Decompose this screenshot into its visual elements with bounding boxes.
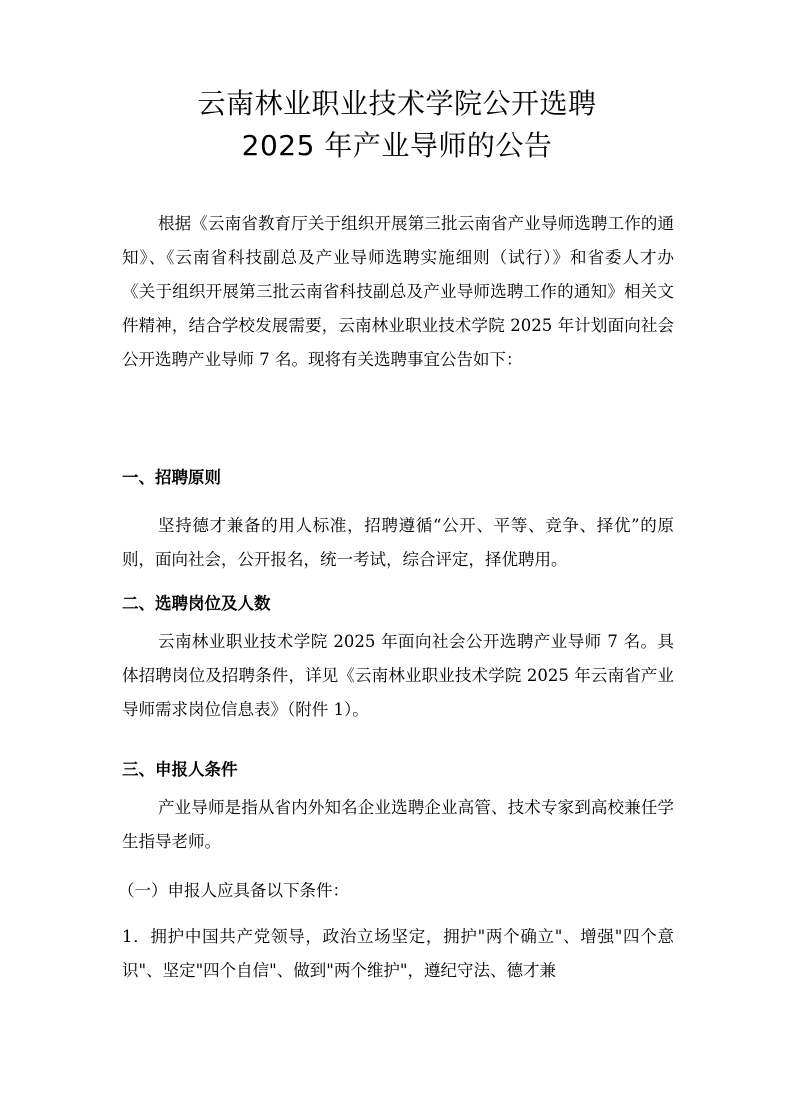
- document-title-line-2: 2025 年产业导师的公告: [241, 129, 553, 162]
- subsection-heading-requirements: （一）申报人应具备以下条件：: [118, 881, 349, 900]
- positions-paragraph: 云南林业职业技术学院 2025 年面向社会公开选聘产业导师 7 名。具体招聘岗位及招聘条件，详见《云南林业职业技术学院 2025 年云南省产业导师需求岗位信息表》（附件 1）。: [122, 632, 674, 719]
- section-heading-recruitment-principles: 一、招聘原则: [122, 468, 221, 487]
- applicant-conditions-paragraph: 产业导师是指从省内外知名企业选聘企业高管、技术专家到高校兼任学生指导老师。: [122, 798, 674, 851]
- document-title-line-1: 云南林业职业技术学院公开选聘: [197, 87, 597, 120]
- section-heading-positions-and-quota: 二、选聘岗位及人数: [122, 594, 271, 613]
- section-heading-applicant-conditions: 三、申报人条件: [122, 760, 238, 779]
- recruitment-principles-paragraph: 坚持德才兼备的用人标准，招聘遵循“公开、平等、竞争、择优”的原则，面向社会，公开报名，统一考试，综合评定，择优聘用。: [122, 516, 674, 569]
- requirement-item-1: 1．拥护中国共产党领导，政治立场坚定，拥护"两个确立"、增强"四个意识"、坚定"四个自信"、做到"两个维护"，遵纪守法、德才兼: [122, 927, 674, 980]
- intro-paragraph: 根据《云南省教育厅关于组织开展第三批云南省产业导师选聘工作的通知》、《云南省科技副总及产业导师选聘实施细则（试行）》和省委人才办《关于组织开展第三批云南省科技副总及产业导师选聘工作的通知》相关文件精神，结合学校发展需要，云南林业职业技术学院 2025 年计划面向社会公开选聘产业导师 7 名。现将有关选聘事宜公告如下：: [122, 214, 674, 369]
